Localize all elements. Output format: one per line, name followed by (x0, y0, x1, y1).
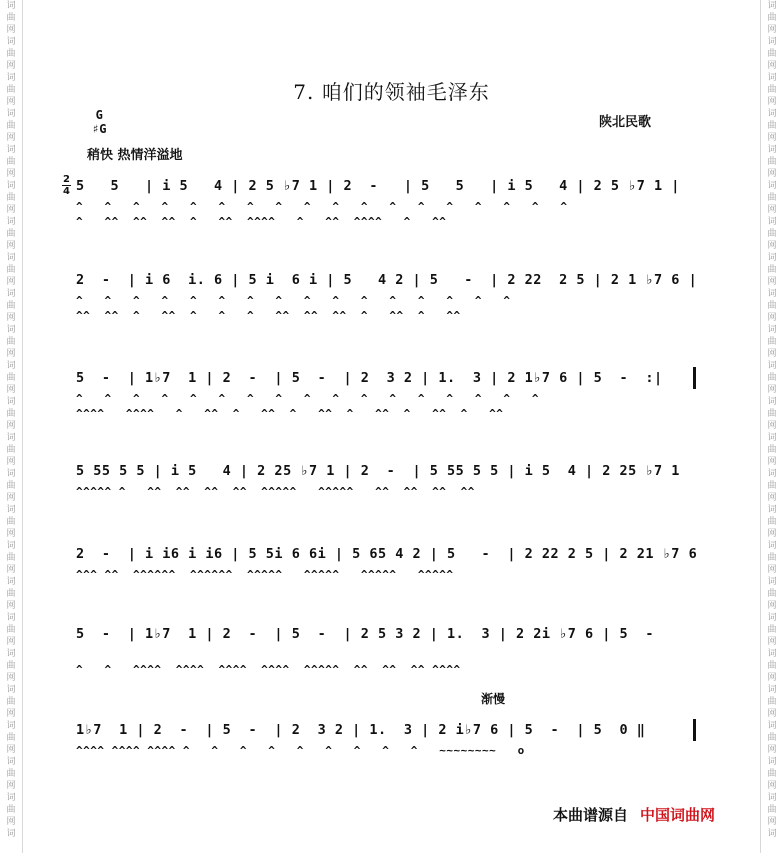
watermark-char: 曲 (6, 49, 16, 59)
watermark-char: 词 (767, 757, 777, 767)
watermark-char: 曲 (767, 13, 777, 23)
watermark-char: 曲 (767, 517, 777, 527)
watermark-char: 词 (6, 469, 16, 479)
watermark-char: 网 (767, 241, 777, 251)
watermark-char: 网 (6, 169, 16, 179)
watermark-char: 曲 (767, 301, 777, 311)
watermark-char: 网 (6, 241, 16, 251)
breath-marks-upper: ^ ^ ^ ^ ^ ^ ^ ^ ^ ^ ^ ^ ^ ^ ^ ^ (76, 294, 511, 307)
watermark-column-left (0, 0, 23, 853)
watermark-char: 曲 (767, 553, 777, 563)
tempo-marking: 稍快 热情洋溢地 (87, 148, 183, 163)
watermark-char: 词 (6, 433, 16, 443)
watermark-char: 词 (6, 253, 16, 263)
watermark-char: 词 (6, 829, 16, 839)
watermark-char: 曲 (6, 481, 16, 491)
watermark-char: 曲 (6, 157, 16, 167)
watermark-char: 曲 (767, 589, 777, 599)
watermark-char: 词 (767, 217, 777, 227)
key-top: G (95, 108, 103, 122)
watermark-char: 网 (767, 745, 777, 755)
watermark-char: 词 (6, 325, 16, 335)
watermark-char: 曲 (767, 445, 777, 455)
watermark-char: 网 (6, 493, 16, 503)
watermark-char: 网 (767, 421, 777, 431)
watermark-char: 曲 (767, 157, 777, 167)
watermark-char: 词 (767, 253, 777, 263)
watermark-char: 网 (6, 529, 16, 539)
watermark-char: 词 (6, 793, 16, 803)
watermark-char: 曲 (767, 121, 777, 131)
watermark-char: 曲 (6, 193, 16, 203)
watermark-char: 曲 (6, 229, 16, 239)
watermark-char: 网 (767, 61, 777, 71)
watermark-char: 曲 (6, 409, 16, 419)
watermark-char: 网 (6, 25, 16, 35)
notes-line: 2 - | i i6 i i6 | 5 5i 6 6i | 5 65 4 2 | 5 - | 2 22 2 5 | 2 21 ♭7 6 (76, 546, 698, 562)
song-origin: 陕北民歌 (599, 115, 652, 130)
watermark-char: 词 (767, 325, 777, 335)
notes-line: 5 - | 1♭7 1 | 2 - | 5 - | 2 5 3 2 | 1. 3 | 2 2i ♭7 6 | 5 - (76, 626, 655, 642)
watermark-char: 词 (767, 433, 777, 443)
watermark-char: 网 (767, 385, 777, 395)
watermark-char: 网 (6, 133, 16, 143)
watermark-char: 网 (767, 349, 777, 359)
watermark-char: 词 (767, 577, 777, 587)
watermark-char: 曲 (6, 337, 16, 347)
watermark-char: 网 (767, 313, 777, 323)
watermark-char: 网 (767, 25, 777, 35)
watermark-char: 网 (767, 709, 777, 719)
watermark-char: 网 (767, 205, 777, 215)
watermark-char: 网 (6, 205, 16, 215)
watermark-char: 词 (6, 361, 16, 371)
watermark-char: 网 (767, 781, 777, 791)
watermark-char: 曲 (6, 769, 16, 779)
tempo-marking-ritardando: 渐慢 (481, 692, 506, 706)
repeat-end-barline (693, 367, 696, 389)
breath-marks-lower: ^^^^ ^^^^ ^^^^ ^ ^ ^ ^ ^ ^ ^ ^ ^ ~~~~~~~~ o (76, 744, 525, 757)
notes-line: 2 - | i 6 i. 6 | 5 i 6 i | 5 4 2 | 5 - | 2 22 2 5 | 2 1 ♭7 6 | (76, 272, 698, 288)
breath-marks-lower: ^^ ^^ ^ ^^ ^ ^ ^ ^^ ^^ ^^ ^ ^^ ^ ^^ (76, 309, 461, 322)
watermark-char: 网 (767, 169, 777, 179)
watermark-char: 词 (767, 1, 777, 11)
watermark-char: 曲 (767, 409, 777, 419)
watermark-char: 词 (6, 721, 16, 731)
watermark-char: 词 (767, 685, 777, 695)
watermark-char: 词 (6, 757, 16, 767)
watermark-char: 词 (6, 649, 16, 659)
watermark-char: 网 (767, 637, 777, 647)
watermark-char: 词 (767, 541, 777, 551)
watermark-char: 网 (767, 529, 777, 539)
watermark-char: 曲 (767, 85, 777, 95)
watermark-char: 词 (6, 613, 16, 623)
watermark-char: 网 (6, 817, 16, 827)
watermark-char: 网 (6, 457, 16, 467)
watermark-char: 词 (767, 181, 777, 191)
watermark-char: 曲 (767, 697, 777, 707)
notes-line: 5 5 | i 5 4 | 2 5 ♭7 1 | 2 - | 5 5 | i 5 4 | 2 5 ♭7 1 | (76, 178, 680, 194)
watermark-char: 词 (767, 469, 777, 479)
watermark-char: 词 (6, 685, 16, 695)
watermark-char: 词 (6, 181, 16, 191)
breath-marks-lower: ^ ^^ ^^ ^^ ^ ^^ ^^^^ ^ ^^ ^^^^ ^ ^^ (76, 215, 447, 228)
watermark-char: 网 (767, 601, 777, 611)
watermark-char: 曲 (767, 337, 777, 347)
watermark-char: 网 (767, 565, 777, 575)
watermark-char: 词 (6, 73, 16, 83)
watermark-char: 词 (767, 721, 777, 731)
watermark-char: 曲 (767, 49, 777, 59)
watermark-char: 曲 (6, 445, 16, 455)
watermark-char: 曲 (6, 265, 16, 275)
watermark-char: 网 (6, 781, 16, 791)
watermark-char: 词 (6, 109, 16, 119)
watermark-char: 词 (767, 289, 777, 299)
watermark-char: 词 (6, 217, 16, 227)
watermark-char: 曲 (767, 805, 777, 815)
watermark-char: 曲 (6, 373, 16, 383)
watermark-char: 词 (6, 397, 16, 407)
watermark-char: 网 (6, 61, 16, 71)
breath-marks-lower: ^^^ ^^ ^^^^^^ ^^^^^^ ^^^^^ ^^^^^ ^^^^^ ^^^^^ (76, 568, 454, 581)
watermark-char: 网 (6, 565, 16, 575)
watermark-char: 词 (6, 541, 16, 551)
final-barline (693, 719, 696, 741)
time-signature-numerator: 2 (63, 174, 70, 185)
watermark-char: 词 (6, 289, 16, 299)
notes-line: 1♭7 1 | 2 - | 5 - | 2 3 2 | 1. 3 | 2 i♭7 6 | 5 - | 5 0 ‖ (76, 722, 646, 738)
watermark-char: 网 (767, 817, 777, 827)
watermark-char: 网 (767, 277, 777, 287)
watermark-char: 网 (767, 493, 777, 503)
notes-line: 5 - | 1♭7 1 | 2 - | 5 - | 2 3 2 | 1. 3 | 2 1♭7 6 | 5 - :| (76, 370, 663, 386)
watermark-char: 网 (6, 673, 16, 683)
watermark-char: 网 (767, 133, 777, 143)
watermark-char: 网 (6, 709, 16, 719)
watermark-char: 网 (6, 421, 16, 431)
watermark-char: 词 (767, 793, 777, 803)
watermark-char: 曲 (767, 769, 777, 779)
watermark-char: 曲 (6, 805, 16, 815)
watermark-char: 网 (767, 673, 777, 683)
watermark-char: 曲 (6, 625, 16, 635)
watermark-char: 词 (767, 649, 777, 659)
watermark-char: 词 (767, 829, 777, 839)
watermark-char: 词 (767, 145, 777, 155)
watermark-char: 网 (6, 97, 16, 107)
watermark-char: 曲 (6, 85, 16, 95)
watermark-char: 网 (6, 745, 16, 755)
watermark-char: 词 (767, 109, 777, 119)
song-title: 7. 咱们的领袖毛泽东 (293, 80, 490, 104)
watermark-char: 曲 (6, 661, 16, 671)
watermark-char: 曲 (767, 265, 777, 275)
watermark-char: 曲 (767, 733, 777, 743)
breath-marks-upper: ^ ^ ^ ^ ^ ^ ^ ^ ^ ^ ^ ^ ^ ^ ^ ^ ^ (76, 392, 539, 405)
watermark-char: 网 (6, 601, 16, 611)
footer-site-link[interactable]: 中国词曲网 (640, 806, 716, 824)
watermark-char: 曲 (767, 481, 777, 491)
watermark-char: 曲 (767, 229, 777, 239)
breath-marks-lower: ^^^^ ^^^^ ^ ^^ ^ ^^ ^ ^^ ^ ^^ ^ ^^ ^ ^^ (76, 407, 504, 420)
watermark-char: 网 (6, 313, 16, 323)
watermark-char: 网 (767, 97, 777, 107)
watermark-char: 曲 (6, 589, 16, 599)
watermark-char: 曲 (6, 733, 16, 743)
watermark-char: 词 (767, 397, 777, 407)
watermark-char: 词 (767, 73, 777, 83)
watermark-char: 词 (767, 613, 777, 623)
key-signature (92, 108, 106, 136)
watermark-char: 曲 (767, 661, 777, 671)
watermark-char: 曲 (6, 13, 16, 23)
watermark-char: 曲 (767, 625, 777, 635)
watermark-column-right (760, 0, 783, 853)
watermark-char: 词 (6, 1, 16, 11)
breath-marks-lower: ^^^^^ ^ ^^ ^^ ^^ ^^ ^^^^^ ^^^^^ ^^ ^^ ^^ ^^ (76, 485, 475, 498)
watermark-char: 网 (6, 277, 16, 287)
watermark-char: 曲 (767, 373, 777, 383)
watermark-char: 网 (767, 457, 777, 467)
watermark-char: 词 (767, 505, 777, 515)
key-bottom: ♯G (92, 122, 107, 136)
watermark-char: 曲 (6, 121, 16, 131)
watermark-char: 网 (6, 637, 16, 647)
watermark-char: 词 (767, 37, 777, 47)
time-signature (62, 174, 71, 197)
source-footer (553, 804, 715, 825)
watermark-char: 词 (767, 361, 777, 371)
watermark-char: 词 (6, 505, 16, 515)
watermark-char: 曲 (6, 517, 16, 527)
footer-text: 本曲谱源自 (553, 806, 629, 824)
notes-line: 5 55 5 5 | i 5 4 | 2 25 ♭7 1 | 2 - | 5 55 5 5 | i 5 4 | 2 25 ♭7 1 (76, 463, 680, 479)
watermark-char: 曲 (6, 301, 16, 311)
watermark-char: 词 (6, 37, 16, 47)
watermark-char: 曲 (767, 193, 777, 203)
time-signature-denominator: 4 (63, 186, 70, 197)
watermark-char: 网 (6, 349, 16, 359)
watermark-char: 词 (6, 145, 16, 155)
watermark-char: 网 (6, 385, 16, 395)
breath-marks-lower: ^ ^ ^^^^ ^^^^ ^^^^ ^^^^ ^^^^^ ^^ ^^ ^^ ^^^^ (76, 663, 461, 676)
watermark-char: 词 (6, 577, 16, 587)
watermark-char: 曲 (6, 697, 16, 707)
watermark-char: 曲 (6, 553, 16, 563)
breath-marks-upper: ^ ^ ^ ^ ^ ^ ^ ^ ^ ^ ^ ^ ^ ^ ^ ^ ^ ^ (76, 200, 568, 213)
